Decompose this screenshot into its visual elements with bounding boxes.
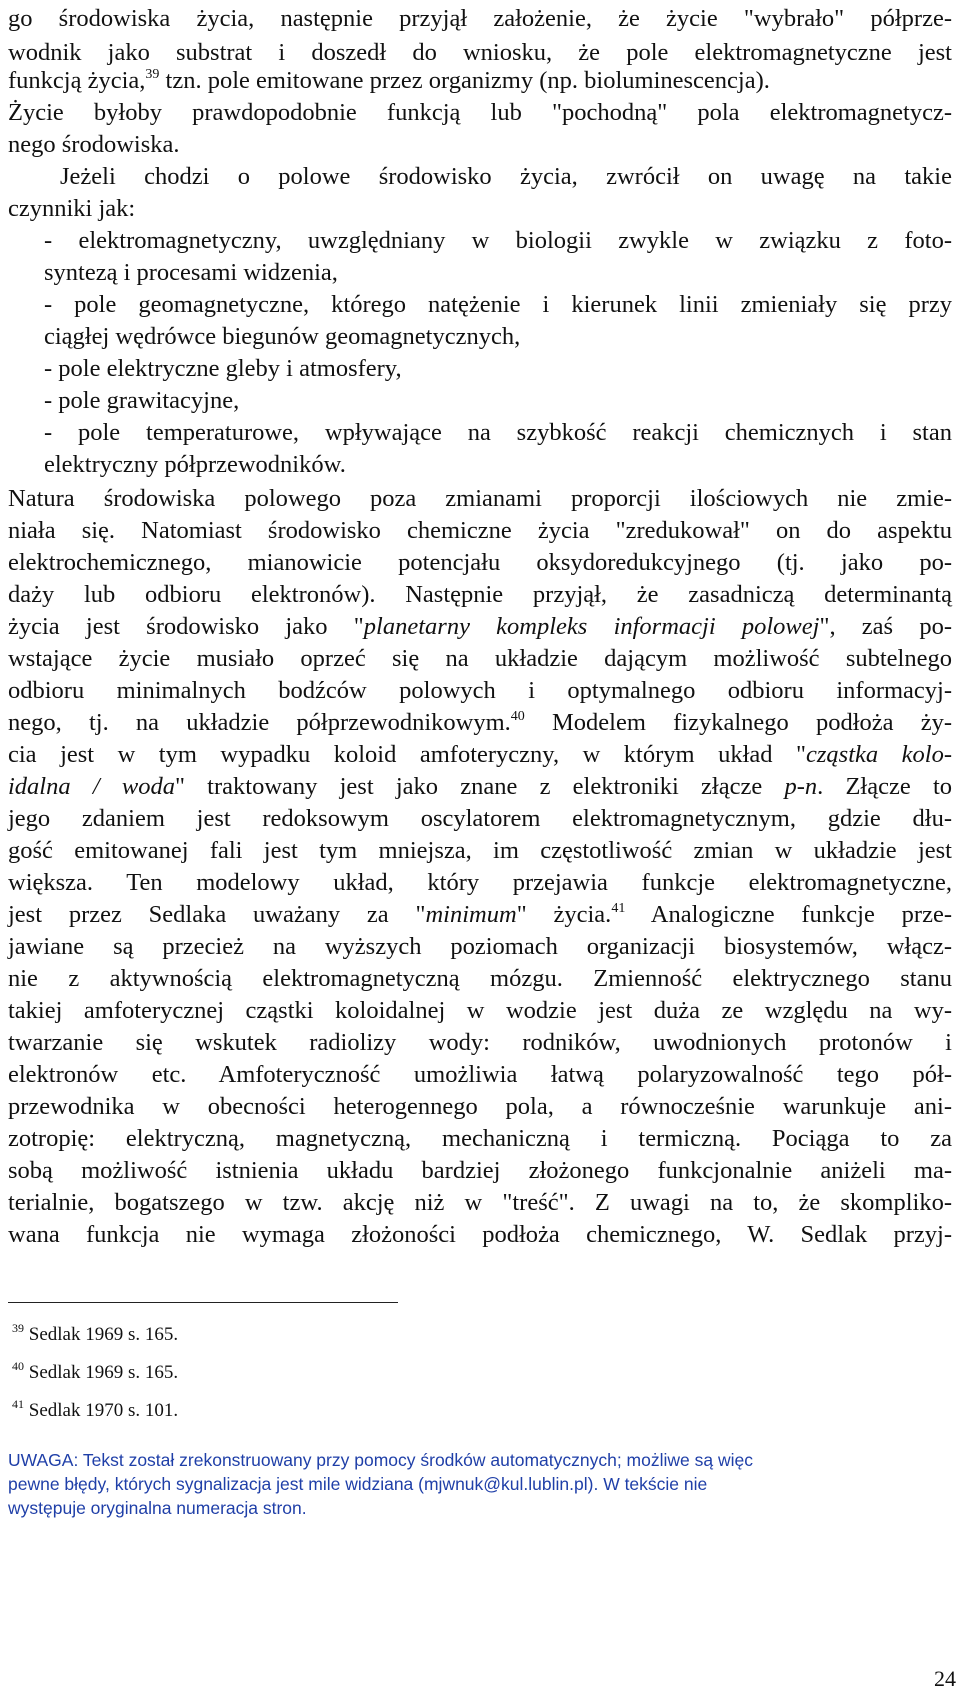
list-item: - pole temperaturowe, wpływające na szybkość reakcji chemicznych i stan — [44, 419, 952, 446]
text-line: niała się. Natomiast środowisko chemiczne życia "zredukował" on do aspektu — [8, 517, 952, 544]
text-line: jego zdaniem jest redoksowym oscylatorem elektromagnetycznym, gdzie dłu- — [8, 805, 952, 832]
footnote-ref[interactable]: 39 — [145, 67, 160, 82]
text-line: wstające życie musiało oprzeć się na układzie dającym możliwość subtelnego — [8, 645, 952, 672]
list-item-cont: ciągłej wędrówce biegunów geomagnetycznych, — [44, 323, 521, 350]
list-item-cont: elektryczny półprzewodników. — [44, 451, 346, 478]
text-line: terialnie, bogatszego w tzw. akcję niż w "treść". Z uwagi na to, że skomplikо- — [8, 1189, 952, 1216]
text-line: nego, tj. na układzie półprzewodnikowym.$^{40}$ Modelem fizykalnego podłoża ży- — [8, 709, 953, 736]
footnote: $^{39}$ Sedlak 1969 s. 165. — [12, 1321, 179, 1345]
note-line: UWAGA: Tekst został zrekonstruowany przy pomocy środków automatycznych; możliwe są więc — [8, 1450, 753, 1470]
text-line: idalna / woda" traktowany jest jako znane z elektroniki złącze p-n. Złącze to — [8, 773, 952, 800]
note-line: występuje oryginalna numeracja stron. — [8, 1498, 307, 1518]
list-item-cont: syntezą i procesami widzenia, — [44, 259, 338, 286]
footnote-ref[interactable]: 40 — [510, 709, 525, 724]
text-line: takiej amfoterycznej cząstki koloidalnej w wodzie jest duża ze względu na wy- — [8, 997, 952, 1024]
text-line: elektrochemicznego, mianowicie potencjału oksydoredukcyjnego (tj. jako po- — [8, 549, 952, 576]
text-line: twarzanie się wskutek radiolizy wody: rodników, uwodnionych protonów i — [8, 1029, 952, 1056]
text-line: odbioru minimalnych bodźców polowych i optymalnego odbioru informacyj- — [8, 677, 952, 704]
text-line: czynniki jak: — [8, 195, 136, 222]
text-line: daży lub odbioru elektronów). Następnie przyjął, że zasadniczą determinantą — [8, 581, 952, 608]
text-line: jawiane są przecież na wyższych poziomach organizacji biosystemów, włącz- — [8, 933, 952, 960]
list-item: - pole elektryczne gleby i atmosfery, — [44, 355, 402, 382]
list-item: - pole grawitacyjne, — [44, 387, 240, 414]
text-line: elektronów etc. Amfoteryczność umożliwia łatwą polaryzowalność tego pół- — [8, 1061, 952, 1088]
footnote-ref[interactable]: 41 — [611, 901, 626, 916]
text-line: Natura środowiska polowego poza zmianami proporcji ilościowych nie zmie- — [8, 485, 952, 512]
footnote: $^{40}$ Sedlak 1969 s. 165. — [12, 1359, 179, 1383]
text-line: gość emitowanej fali jest tym mniejsza, im częstotliwość zmian w układzie jest — [8, 837, 952, 864]
text-line: go środowiska życia, następnie przyjął założenie, że życie "wybrało" półprze- — [8, 5, 952, 32]
text-line: większa. Ten modelowy układ, który przejawia funkcje elektromagnetyczne, — [8, 869, 952, 896]
note-line: pewne błędy, których sygnalizacja jest mile widziana (mjwnuk@kul.lublin.pl). W tekście nie — [8, 1474, 708, 1494]
text-line: jest przez Sedlaka uważany za "minimum" życia.$^{41}$ Analogiczne funkcje prze- — [8, 901, 952, 928]
footnote-separator — [8, 1302, 398, 1303]
list-item: - pole geomagnetyczne, którego natężenie i kierunek linii zmieniały się przy — [44, 291, 952, 318]
text-line: nie z aktywnością elektromagnetyczną mózgu. Zmienność elektrycznego stanu — [8, 965, 952, 992]
text-line: życia jest środowisko jako "planetarny kompleks informacji polowej", zaś po- — [8, 613, 952, 640]
list-item: - elektromagnetyczny, uwzględniany w biologii zwykle w związku z foto- — [44, 227, 952, 254]
text-line: nego środowiska. — [8, 131, 180, 158]
footnote: $^{41}$ Sedlak 1970 s. 101. — [12, 1397, 179, 1421]
text-line: przewodnika w obecności heterogennego pola, a równocześnie warunkuje ani- — [8, 1093, 952, 1120]
text-line: cia jest w tym wypadku koloid amfoteryczny, w którym układ "cząstka kolo- — [8, 741, 952, 768]
page-number: 24 — [934, 1666, 956, 1691]
text-line: Życie byłoby prawdopodobnie funkcją lub "pochodną" pola elektromagnetycz- — [8, 99, 952, 126]
paragraph-first-line: Jeżeli chodzi o polowe środowisko życia, zwrócił on uwagę na takie — [60, 163, 952, 190]
text-line: sobą możliwość istnienia układu bardziej złożonego funkcjonalnie aniżeli ma- — [8, 1157, 952, 1184]
text-line: funkcją życia,$^{39}$ tzn. pole emitowane przez organizmy (np. bioluminescencja). — [8, 67, 770, 94]
text-line: wodnik jako substrat i doszedł do wniosku, że pole elektromagnetyczne jest — [8, 39, 952, 66]
text-line: wana funkcja nie wymaga złożoności podłoża chemicznego, W. Sedlak przyj- — [8, 1221, 952, 1248]
text-line: zotropię: elektryczną, magnetyczną, mechaniczną i termiczną. Pociąga to za — [8, 1125, 952, 1152]
